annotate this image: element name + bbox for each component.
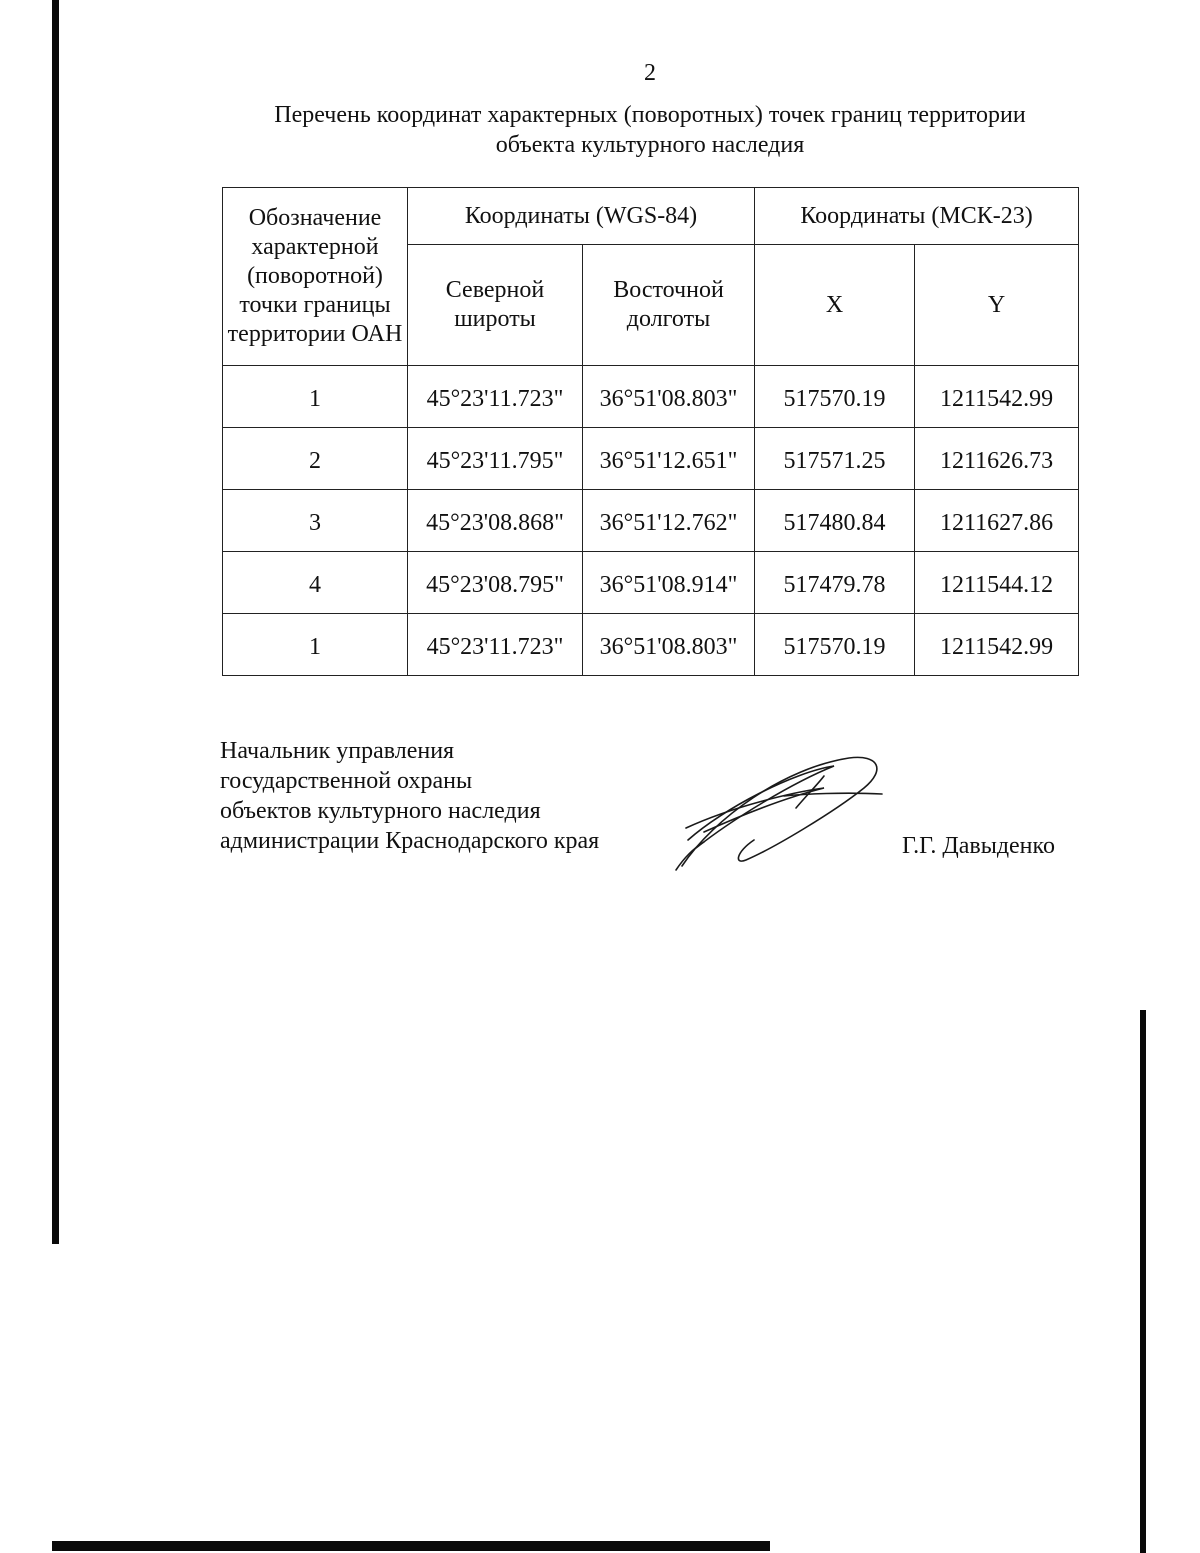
cell-point: 2 <box>223 428 408 490</box>
cell-x: 517571.25 <box>755 428 915 490</box>
scan-edge-left <box>52 0 59 1244</box>
cell-longitude: 36°51'08.803" <box>583 366 755 428</box>
scan-edge-right <box>1140 1010 1146 1553</box>
scan-edge-bottom <box>52 1541 770 1551</box>
cell-longitude: 36°51'08.803" <box>583 614 755 676</box>
cell-y: 1211544.12 <box>915 552 1079 614</box>
cell-longitude: 36°51'08.914" <box>583 552 755 614</box>
cell-latitude: 45°23'11.723" <box>408 366 583 428</box>
document-title <box>222 100 1078 160</box>
signatory-line-1: Начальник управления <box>220 738 455 764</box>
table-row <box>223 428 1079 490</box>
header-x: X <box>755 245 915 366</box>
cell-y: 1211542.99 <box>915 614 1079 676</box>
cell-latitude: 45°23'08.795" <box>408 552 583 614</box>
cell-x: 517480.84 <box>755 490 915 552</box>
cell-point: 1 <box>223 614 408 676</box>
header-y: Y <box>915 245 1079 366</box>
table-row <box>223 552 1079 614</box>
header-north-latitude: Северной широты <box>408 245 583 366</box>
cell-x: 517479.78 <box>755 552 915 614</box>
signer-name: Г.Г. Давыденко <box>902 833 1055 859</box>
cell-x: 517570.19 <box>755 366 915 428</box>
cell-latitude: 45°23'11.795" <box>408 428 583 490</box>
title-line-2: объекта культурного наследия <box>495 132 805 158</box>
table-row <box>223 614 1079 676</box>
header-designation: Обозначение характерной (поворотной) точки границы территории ОАН <box>223 188 408 366</box>
cell-y: 1211626.73 <box>915 428 1079 490</box>
cell-latitude: 45°23'11.723" <box>408 614 583 676</box>
cell-latitude: 45°23'08.868" <box>408 490 583 552</box>
page-number: 2 <box>644 60 656 86</box>
title-line-1: Перечень координат характерных (поворотных) точек границ территории <box>274 102 1026 128</box>
table-row <box>223 366 1079 428</box>
cell-y: 1211542.99 <box>915 366 1079 428</box>
coordinates-table <box>222 187 1079 676</box>
handwritten-signature <box>674 748 890 872</box>
signatory-line-4: администрации Краснодарского края <box>220 828 600 854</box>
header-east-longitude: Восточной долготы <box>583 245 755 366</box>
header-msk23: Координаты (МСК-23) <box>755 188 1079 245</box>
cell-y: 1211627.86 <box>915 490 1079 552</box>
signatory-position <box>220 736 660 856</box>
cell-x: 517570.19 <box>755 614 915 676</box>
cell-point: 1 <box>223 366 408 428</box>
header-wgs84: Координаты (WGS-84) <box>408 188 755 245</box>
table-row <box>223 490 1079 552</box>
cell-point: 3 <box>223 490 408 552</box>
signatory-line-2: государственной охраны <box>220 768 473 794</box>
signatory-line-3: объектов культурного наследия <box>220 798 541 824</box>
cell-point: 4 <box>223 552 408 614</box>
cell-longitude: 36°51'12.651" <box>583 428 755 490</box>
cell-longitude: 36°51'12.762" <box>583 490 755 552</box>
